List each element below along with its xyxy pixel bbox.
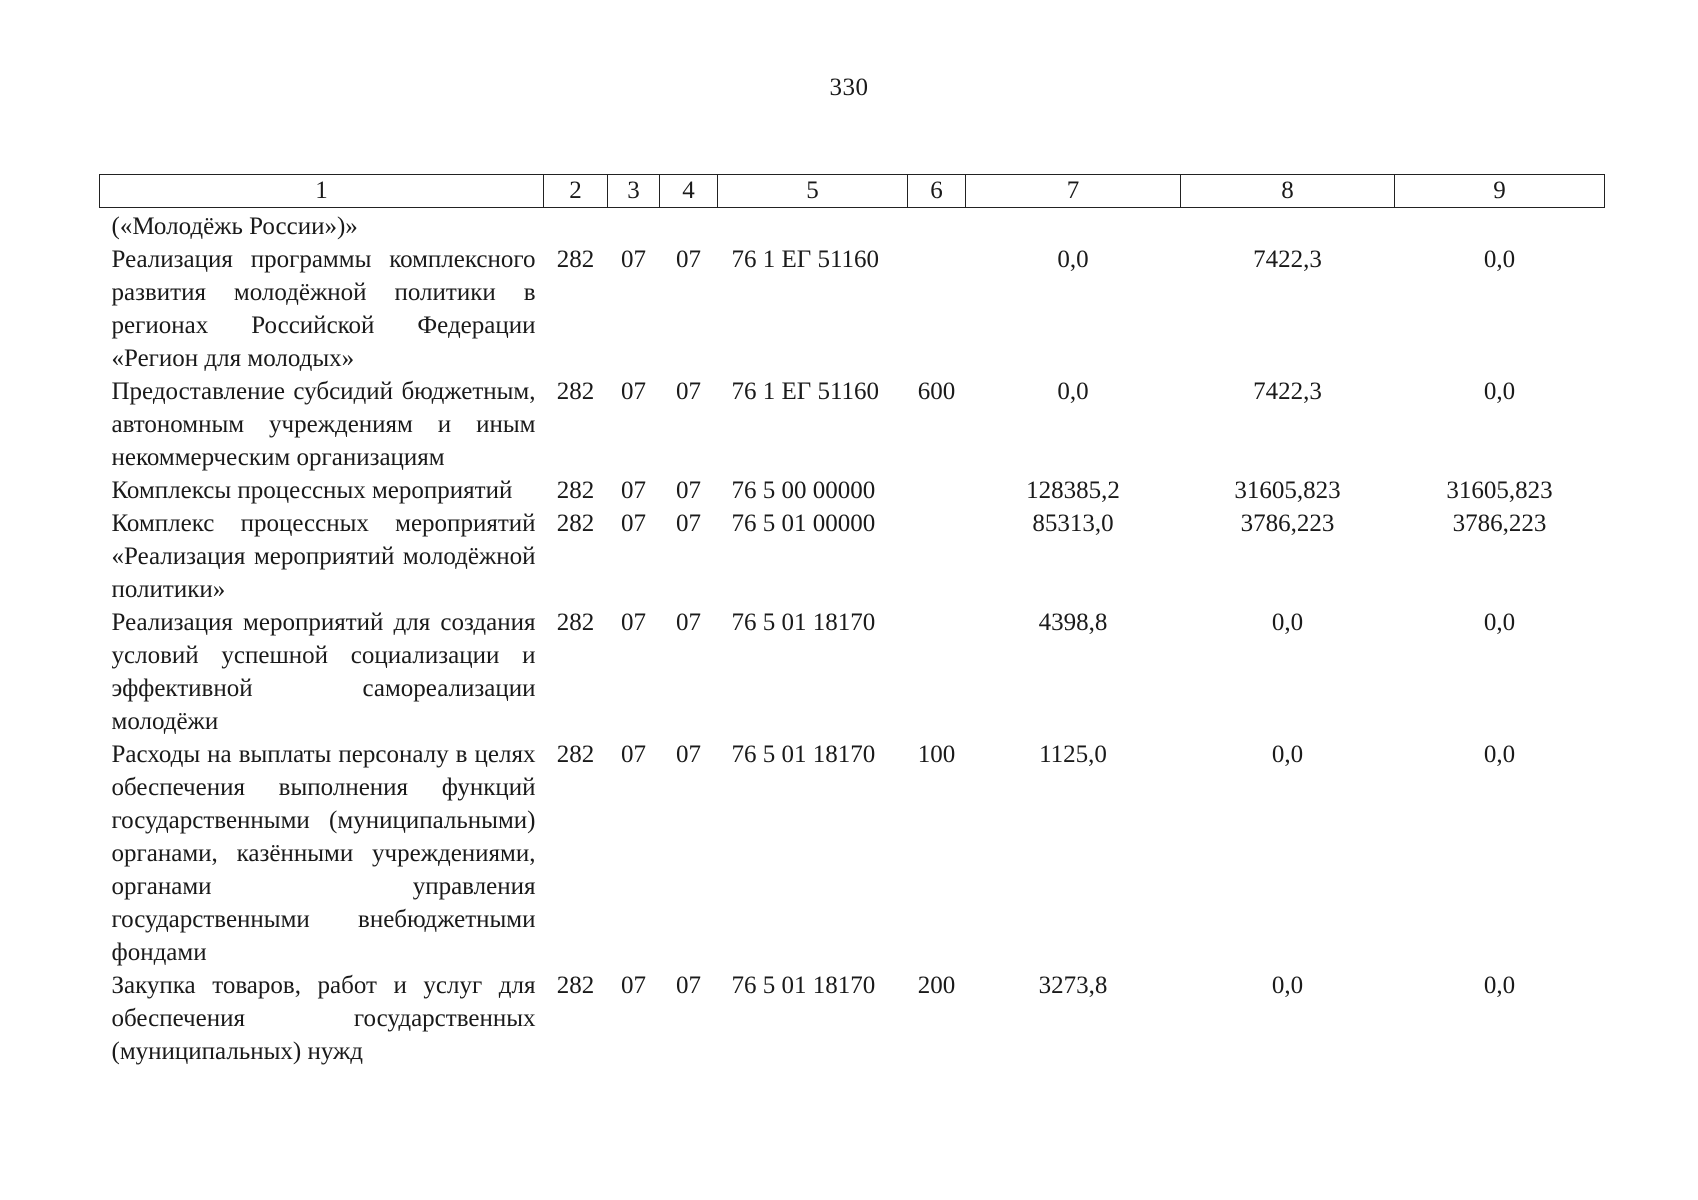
cell-col-8: 0,0 xyxy=(1271,972,1304,999)
cell-col-6 xyxy=(908,606,966,738)
row-name: Закупка товаров, работ и услуг для обеспечения государственных (муниципальных) нужд xyxy=(111,972,536,1065)
row-name: («Молодёжь России»)» xyxy=(111,213,358,240)
row-name: Комплексы процессных мероприятий xyxy=(111,477,513,504)
table-row xyxy=(100,243,1605,375)
cell-col-5: 76 5 01 00000 xyxy=(731,510,876,537)
cell-col-9: 0,0 xyxy=(1483,609,1516,636)
cell-col-3: 07 xyxy=(621,378,646,405)
cell-col-9: 31605,823 xyxy=(1446,477,1553,504)
cell-col-3: 07 xyxy=(621,246,646,273)
row-name: Комплекс процессных мероприятий «Реализация мероприятий молодёжной политики» xyxy=(111,510,536,603)
cell-col-6: 100 xyxy=(917,741,956,768)
cell-col-8: 0,0 xyxy=(1271,609,1304,636)
cell-col-9: 3786,223 xyxy=(1452,510,1547,537)
cell-col-3: 07 xyxy=(621,741,646,768)
cell-col-7: 128385,2 xyxy=(1026,477,1120,504)
cell-col-9: 0,0 xyxy=(1483,972,1516,999)
cell-col-5: 76 1 ЕГ 51160 xyxy=(731,246,880,273)
cell-col-8: 3786,223 xyxy=(1240,510,1335,537)
cell-col-4: 07 xyxy=(676,378,701,405)
cell-col-2 xyxy=(544,208,608,244)
cell-col-2: 282 xyxy=(556,477,595,504)
cell-col-6 xyxy=(908,243,966,375)
cell-col-2: 282 xyxy=(556,510,595,537)
budget-table xyxy=(99,174,1605,1068)
cell-col-8: 0,0 xyxy=(1271,741,1304,768)
cell-col-4: 07 xyxy=(676,741,701,768)
table-row xyxy=(100,969,1605,1068)
cell-col-9: 0,0 xyxy=(1483,741,1516,768)
cell-col-7: 1125,0 xyxy=(1039,741,1107,768)
cell-col-6 xyxy=(908,208,966,244)
cell-col-2: 282 xyxy=(556,972,595,999)
cell-col-5: 76 5 01 18170 xyxy=(731,741,876,768)
cell-col-4: 07 xyxy=(676,246,701,273)
row-name: Реализация мероприятий для создания условий успешной социализации и эффективной самореализации молодёжи xyxy=(111,609,536,735)
table-row xyxy=(100,208,1605,244)
cell-col-2: 282 xyxy=(556,741,595,768)
table-row xyxy=(100,375,1605,474)
table-header xyxy=(100,175,1605,208)
cell-col-8: 31605,823 xyxy=(1234,477,1341,504)
cell-col-3: 07 xyxy=(621,609,646,636)
cell-col-6 xyxy=(908,507,966,606)
table-row xyxy=(100,507,1605,606)
table-row xyxy=(100,738,1605,969)
header-col-5: 5 xyxy=(718,175,908,208)
cell-col-7: 0,0 xyxy=(1057,378,1089,405)
cell-col-5 xyxy=(718,208,908,244)
table-row xyxy=(100,474,1605,507)
cell-col-5: 76 5 01 18170 xyxy=(731,972,876,999)
header-col-9: 9 xyxy=(1395,175,1605,208)
header-col-8: 8 xyxy=(1181,175,1395,208)
row-name: Реализация программы комплексного развития молодёжной политики в регионах Российской Федерации «Регион для молодых» xyxy=(111,246,536,372)
page-number: 330 xyxy=(829,74,869,101)
cell-col-5: 76 5 01 18170 xyxy=(731,609,876,636)
cell-col-7: 4398,8 xyxy=(1038,609,1108,636)
cell-col-7: 0,0 xyxy=(1057,246,1089,273)
header-col-2: 2 xyxy=(544,175,608,208)
cell-col-4: 07 xyxy=(676,972,701,999)
cell-col-6 xyxy=(908,474,966,507)
cell-col-3: 07 xyxy=(621,477,646,504)
cell-col-7: 3273,8 xyxy=(1038,972,1108,999)
row-name: Расходы на выплаты персоналу в целях обеспечения выполнения функций государственными (муниципальными) органами, казёнными учреждениями, органами управления государственными внебюджетными фондами xyxy=(111,741,536,966)
cell-col-5: 76 5 00 00000 xyxy=(731,477,876,504)
cell-col-2: 282 xyxy=(556,246,595,273)
header-col-1: 1 xyxy=(100,175,544,208)
cell-col-8: 7422,3 xyxy=(1253,378,1322,405)
cell-col-6: 600 xyxy=(917,378,956,405)
cell-col-6: 200 xyxy=(917,972,956,999)
header-col-7: 7 xyxy=(966,175,1181,208)
cell-col-9 xyxy=(1395,208,1605,244)
cell-col-5: 76 1 ЕГ 51160 xyxy=(731,378,880,405)
table-row xyxy=(100,606,1605,738)
cell-col-7: 85313,0 xyxy=(1032,510,1114,537)
header-col-6: 6 xyxy=(908,175,966,208)
cell-col-7 xyxy=(966,208,1181,244)
cell-col-2: 282 xyxy=(556,378,595,405)
cell-col-9: 0,0 xyxy=(1483,246,1516,273)
cell-col-4: 07 xyxy=(676,609,701,636)
table-body xyxy=(100,208,1605,1069)
cell-col-8: 7422,3 xyxy=(1253,246,1322,273)
cell-col-4: 07 xyxy=(676,510,701,537)
cell-col-3 xyxy=(608,208,660,244)
cell-col-8 xyxy=(1181,208,1395,244)
cell-col-3: 07 xyxy=(621,972,646,999)
row-name: Предоставление субсидий бюджетным, автономным учреждениям и иным некоммерческим организациям xyxy=(111,378,536,471)
header-row xyxy=(100,175,1605,208)
header-col-3: 3 xyxy=(608,175,660,208)
header-col-4: 4 xyxy=(660,175,718,208)
cell-col-4 xyxy=(660,208,718,244)
cell-col-2: 282 xyxy=(556,609,595,636)
cell-col-9: 0,0 xyxy=(1483,378,1516,405)
cell-col-4: 07 xyxy=(676,477,701,504)
cell-col-3: 07 xyxy=(621,510,646,537)
